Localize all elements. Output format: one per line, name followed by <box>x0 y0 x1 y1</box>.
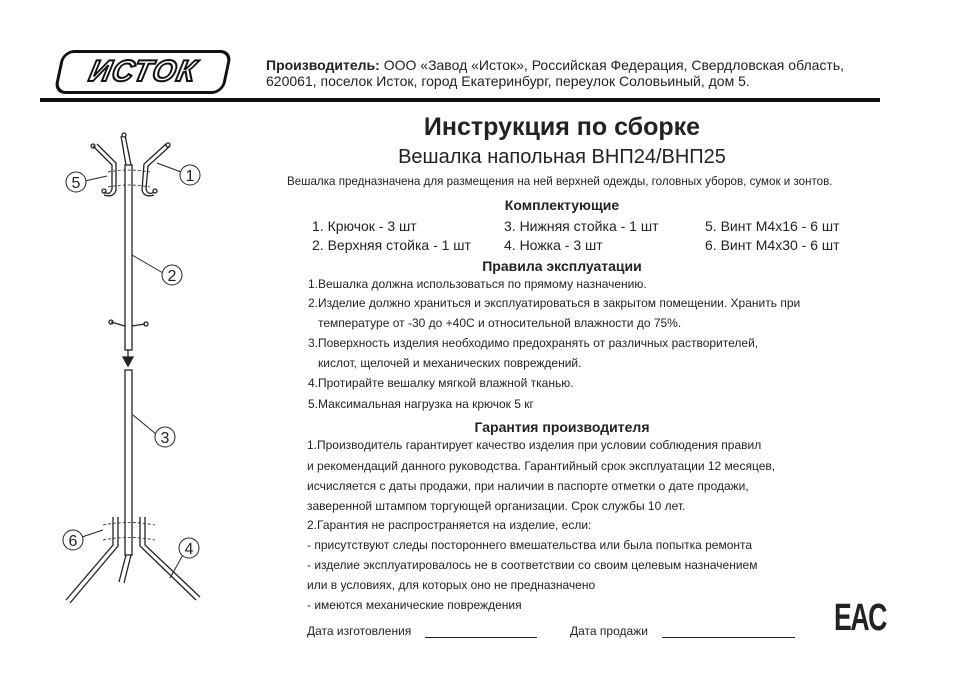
component-item: 2. Верхняя стойка - 1 шт <box>312 237 471 253</box>
callout-4: 4 <box>184 541 194 558</box>
warranty-line: 1.Производитель гарантирует качество изделия при условии соблюдения правил <box>307 438 762 452</box>
component-item: 3. Нижняя стойка - 1 шт <box>504 218 659 234</box>
upper-pole <box>121 133 132 350</box>
warranty-line: 2.Гарантия не распространяется на изделие, если: <box>307 518 592 532</box>
components-heading: Комплектующие <box>504 197 620 213</box>
istok-logo: ИСТОК <box>53 50 232 94</box>
rules-heading: Правила эксплуатации <box>482 258 642 274</box>
rules-line: 2.Изделие должно храниться и эксплуатироваться в закрытом помещении. Хранить при <box>308 296 801 310</box>
warranty-heading: Гарантия производителя <box>474 419 650 435</box>
warranty-line: - изделие эксплуатировалось не в соответствии со своим целевым назначением <box>307 558 758 572</box>
callout-3: 3 <box>160 430 170 447</box>
manufacturer-line-2: 620061, поселок Исток, город Екатеринбург, переулок Соловьиный, дом 5. <box>266 73 750 89</box>
component-item: 1. Крючок - 3 шт <box>312 218 417 234</box>
warranty-line: или в условиях, для которых оно не предназначено <box>307 578 596 592</box>
component-item: 4. Ножка - 3 шт <box>504 237 603 253</box>
rules-line: 1.Вешалка должна использоваться по прямому назначению. <box>308 277 647 291</box>
sale-date-field[interactable] <box>662 623 795 638</box>
callout-1: 1 <box>185 168 195 185</box>
rules-line: 5.Максимальная нагрузка на крючок 5 кг <box>308 397 534 411</box>
rules-line: 3.Поверхность изделия необходимо предохранять от различных растворителей, <box>308 336 759 350</box>
rules-line: температуре от -30 до +40С и относительной влажности до 75%. <box>318 316 682 330</box>
description: Вешалка предназначена для размещения на ней верхней одежды, головных уборов, сумок и зонтов. <box>287 175 833 188</box>
warranty-line: - присутствуют следы постороннего вмешательства или была попытка ремонта <box>307 538 753 552</box>
callout-5: 5 <box>71 175 81 192</box>
callout-2: 2 <box>167 268 177 285</box>
rules-line: кислот, щелочей и механических повреждений. <box>318 356 582 370</box>
warranty-line: и рекомендаций данного руководства. Гарантийный срок эксплуатации 12 месяцев, <box>307 459 776 473</box>
callout-6: 6 <box>68 533 78 550</box>
assembly-diagram <box>0 0 260 695</box>
manufacture-date-field[interactable] <box>425 623 537 638</box>
component-item: 6. Винт М4х30 - 6 шт <box>705 237 840 253</box>
eac-mark: EAC <box>834 597 886 639</box>
component-item: 5. Винт М4х16 - 6 шт <box>705 218 840 234</box>
page-subtitle: Вешалка напольная ВНП24/ВНП25 <box>398 146 726 168</box>
warranty-line: заверенной штампом торгующей организации. Срок службы 10 лет. <box>307 499 686 513</box>
sale-date-label: Дата продажи <box>570 624 648 638</box>
warranty-line: исчисляется с даты продажи, при наличии в паспорте отметки о дате продажи, <box>307 479 749 493</box>
manufacturer-line-1: Производитель: ООО «Завод «Исток», Российская Федерация, Свердловская область, <box>266 57 845 73</box>
page-title: Инструкция по сборке <box>423 113 701 141</box>
manufacture-date-label: Дата изготовления <box>307 624 412 638</box>
lower-pole <box>125 370 132 555</box>
warranty-line: - имеются механические повреждения <box>307 598 522 612</box>
rules-line: 4.Протирайте вешалку мягкой влажной тканью. <box>308 376 574 390</box>
